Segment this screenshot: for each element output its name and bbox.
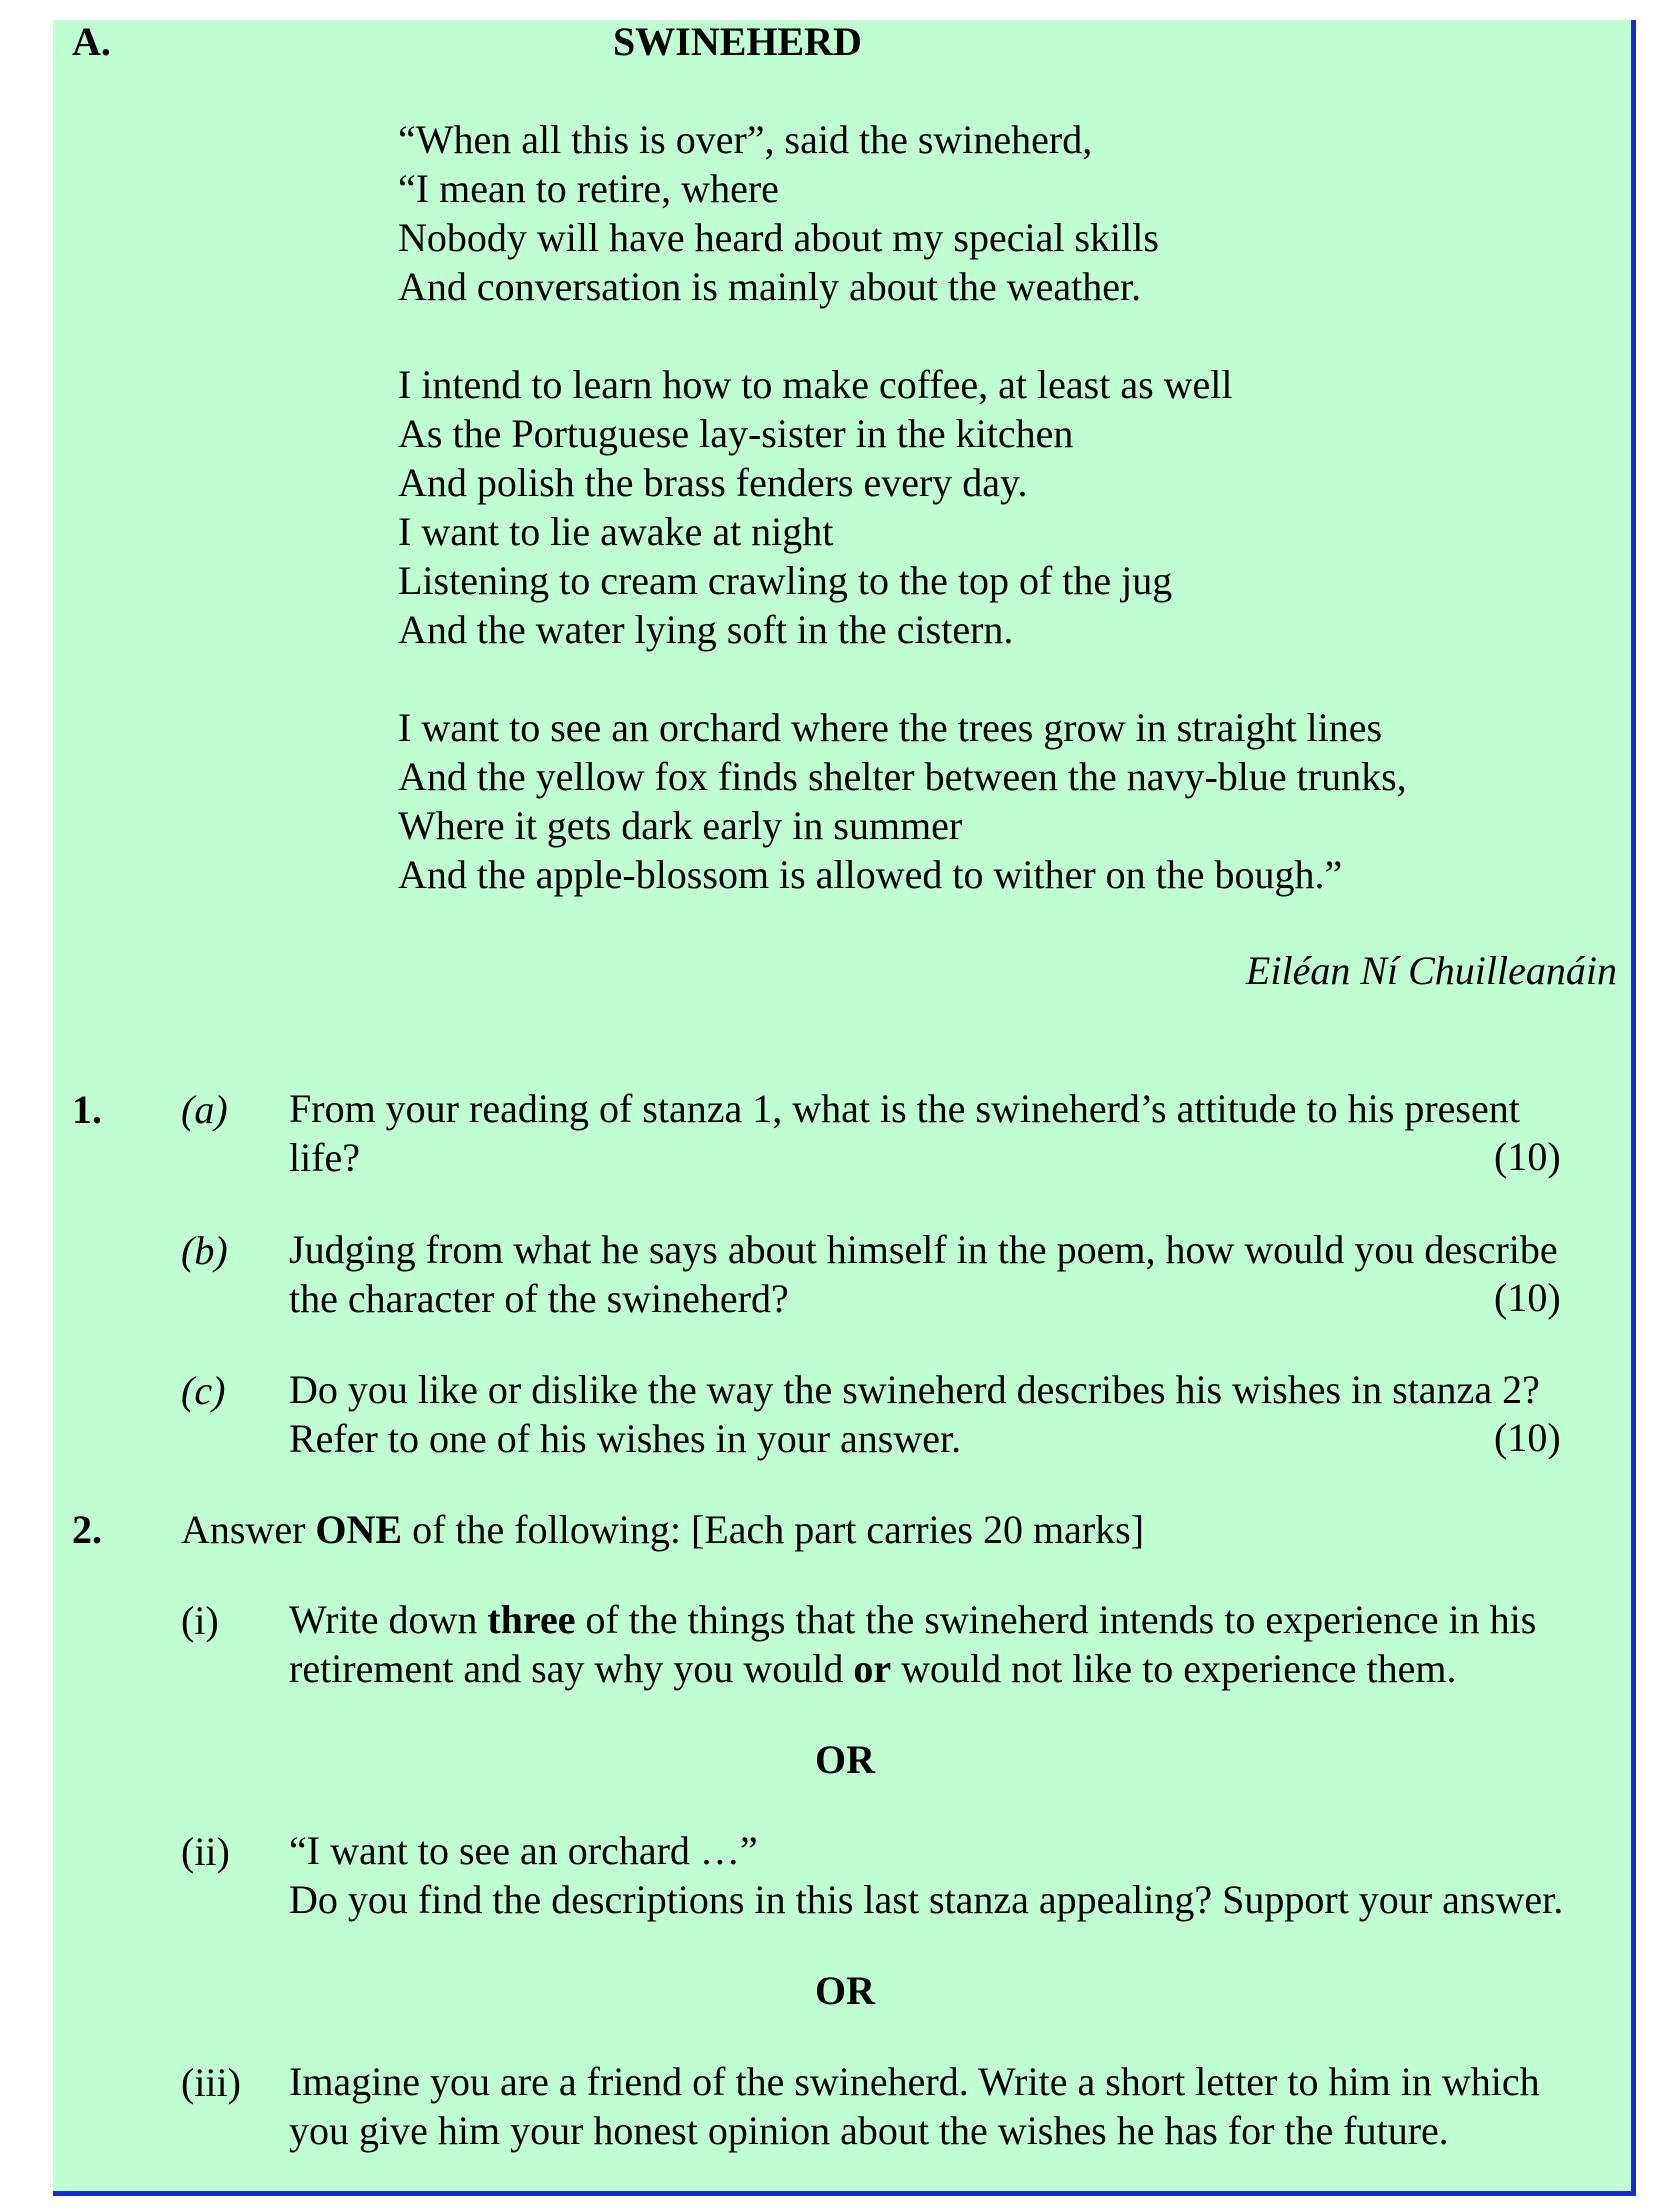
question-2i-label: (i) — [181, 1598, 219, 1643]
question-1c-text — [289, 1365, 1599, 1463]
poem-line: And conversation is mainly about the weather. — [398, 264, 1142, 309]
question-2i-text — [289, 1595, 1599, 1693]
question-2iii-label: (iii) — [181, 2060, 241, 2105]
question-1b-label: (b) — [181, 1228, 228, 1273]
question-1c-marks: (10) — [1494, 1415, 1561, 1460]
stanza-3 — [398, 703, 1407, 899]
question-line: you give him your honest opinion about the wishes he has for the future. — [289, 2108, 1449, 2153]
poem-line: Nobody will have heard about my special skills — [398, 215, 1159, 260]
section-label: A. — [72, 19, 111, 64]
question-2iii-text — [289, 2057, 1599, 2155]
or-separator-2: OR — [815, 1968, 875, 2013]
question-line: life? — [289, 1135, 361, 1180]
question-2-intro — [181, 1506, 1144, 1553]
question-2ii-label: (ii) — [181, 1829, 230, 1874]
question-line: From your reading of stanza 1, what is the swineherd’s attitude to his present — [289, 1086, 1520, 1131]
poem-line: “I mean to retire, where — [398, 166, 779, 211]
poem-line: Listening to cream crawling to the top of the jug — [398, 558, 1173, 603]
question-line: Imagine you are a friend of the swineherd. Write a short letter to him in which — [289, 2059, 1540, 2104]
poem-line: Where it gets dark early in summer — [398, 803, 963, 848]
question-1a-marks: (10) — [1494, 1134, 1561, 1179]
question-line: Refer to one of his wishes in your answer. — [289, 1416, 962, 1461]
poem-line: I intend to learn how to make coffee, at least as well — [398, 362, 1233, 407]
question-line: Judging from what he says about himself in the poem, how would you describe — [289, 1227, 1558, 1272]
question-line: the character of the swineherd? — [289, 1276, 789, 1321]
question-1a-text — [289, 1084, 1599, 1182]
poem-line: And the apple-blossom is allowed to wither on the bough.” — [398, 852, 1343, 897]
question-line: “I want to see an orchard …” — [289, 1828, 758, 1873]
intro-text: Answer — [181, 1507, 316, 1552]
question-line: retirement and say why you would or would not like to experience them. — [289, 1646, 1457, 1691]
poem-line: And the water lying soft in the cistern. — [398, 607, 1014, 652]
question-1a-label: (a) — [181, 1087, 228, 1132]
question-1-number: 1. — [72, 1087, 102, 1132]
question-1b-text — [289, 1225, 1599, 1323]
poem-title: SWINEHERD — [613, 19, 862, 64]
poem-author: Eiléan Ní Chuilleanáin — [1245, 948, 1617, 993]
intro-emphasis: ONE — [315, 1507, 403, 1552]
poem-line: I want to lie awake at night — [398, 509, 834, 554]
question-1c-label: (c) — [181, 1368, 226, 1413]
question-2ii-text — [289, 1826, 1599, 1924]
question-1b-marks: (10) — [1494, 1275, 1561, 1320]
intro-text: of the following: [Each part carries 20 marks] — [402, 1507, 1145, 1552]
poem-text — [398, 115, 1407, 948]
question-2-number: 2. — [72, 1507, 102, 1552]
poem-line: As the Portuguese lay-sister in the kitchen — [398, 411, 1074, 456]
question-line: Do you find the descriptions in this last stanza appealing? Support your answer. — [289, 1877, 1564, 1922]
or-separator-1: OR — [815, 1737, 875, 1782]
question-line: Write down three of the things that the swineherd intends to experience in his — [289, 1597, 1537, 1642]
poem-line: And polish the brass fenders every day. — [398, 460, 1028, 505]
poem-line: “When all this is over”, said the swineherd, — [398, 117, 1093, 162]
stanza-1 — [398, 115, 1407, 311]
stanza-2 — [398, 360, 1407, 654]
question-line: Do you like or dislike the way the swineherd describes his wishes in stanza 2? — [289, 1367, 1540, 1412]
poem-line: And the yellow fox finds shelter between the navy-blue trunks, — [398, 754, 1407, 799]
poem-line: I want to see an orchard where the trees grow in straight lines — [398, 705, 1383, 750]
